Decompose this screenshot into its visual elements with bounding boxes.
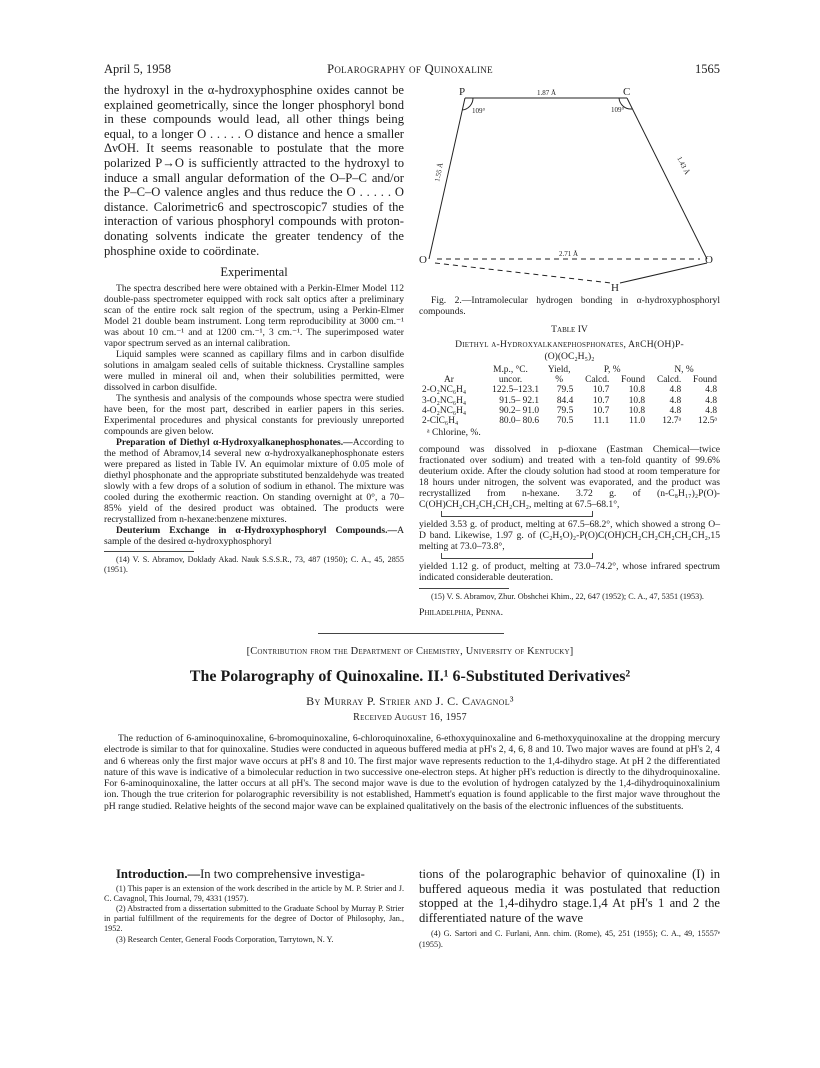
article-separator <box>318 633 504 634</box>
table-row <box>419 406 720 416</box>
exp-paragraph-4-body: According to the method of Abramov,14 several new α-hydroxyalkanephosphonate esters were prepared as listed in Table IV. An equimolar mixture of 0.05 mole of diethyl phosphonate and the appropriate substituted benzaldehyde was treated slowly with a few drops of a solution of sodium in ethanol. The mixture was cooled during the exothermic reaction. On standing overnight at 0°, a 70–85% yield of the desired product was obtained. The products were recrystallized from n-hexane:benzene mixtures. <box>104 437 404 526</box>
cell-mp: 91.5– 92.1 <box>499 395 540 406</box>
table-row <box>419 385 720 395</box>
th-n: N, % <box>674 365 694 375</box>
right-paragraph-1: compound was dissolved in p-dioxane (Eastman Chemical—twice fractionated over sodium) and treated with a ten-fold quantity of 99.6% deuterium oxide. After the cloudy solution had stood at room temperature for 18 hours under nitrogen, the solvent was evaporated, and the product was recrystallized from n-hexane. 3.72 g. of (n-C₈H₁₇)₂P(O)-C(OH)CH₂CH₂CH₂CH₂CH₂, melting at 67.5–68.1°, <box>419 444 720 511</box>
cell-p-found: 10.8 <box>628 395 646 406</box>
abstract: The reduction of 6-aminoquinoxaline, 6-bromoquinoxaline, 6-chloroquinoxaline, 6-ethoxyquinoxaline and 6-methoxyquinoxaline at the dropping mercury electrode is similar to that for quinoxaline. Studies were conducted in aqueous buffered media at pH's 2, 4, 6, 8 and 10. Two major waves are found at pH's 2, 4 and 6 whereas only the first major wave occurs at pH's 8 and 10. The first major wave represents reduction to the 1,4-dihydro stage. At pH 2 the differentiated nature of this wave is indicative of a bimolecular reduction in two successive one-electron steps. At higher pH's reduction is directly to the dihydroquinoxaline. For 6-aminoquinoxaline, the latter occurs at all pH's. The second major wave is due to the evolution of hydrogen catalyzed by the 1,4-dihydroquinoxalinium ion. Though the true criterion for polarographic reversibility is not established, Hammett's equation is found applicable to the first major wave throughout the pH range studied. Relative heights of the second major wave can be explained qualitatively on the basis of the electronic influences of the substituents. <box>104 733 720 812</box>
cell-n-found: 4.8 <box>705 395 717 406</box>
angle-right-label: 109° <box>611 106 625 114</box>
footnote-2: (2) Abstracted from a dissertation submitted to the Graduate School by Murray P. Strier in partial fulfillment of the requirements for the degree of Doctor of Philosophy, Jan., 1952. <box>104 904 404 934</box>
cell-n-calcd: 4.8 <box>669 395 682 406</box>
footnote-3: (3) Research Center, General Foods Corporation, Tarrytown, N. Y. <box>116 934 334 944</box>
th-p-calcd: Calcd. <box>585 375 610 386</box>
cell-yield: 79.5 <box>556 405 574 416</box>
footnote-rule <box>104 551 194 552</box>
bottom-left-column <box>104 867 404 945</box>
footnote-15: (15) V. S. Abramov, Zhur. Obshchei Khim., 22, 647 (1952); C. A., 47, 5351 (1953). <box>431 592 704 602</box>
received-date: Received August 16, 1957 <box>353 712 467 723</box>
atom-h: H <box>611 282 619 292</box>
cell-p-calcd: 10.7 <box>592 385 610 396</box>
th-n-calcd: Calcd. <box>656 375 682 386</box>
cell-ar: 2-ClC₆H₄ <box>422 416 459 427</box>
right-column <box>419 295 720 618</box>
th-p-found: Found <box>621 375 646 386</box>
table-iv-footnote: ᵃ Chlorine, %. <box>427 427 481 439</box>
running-title: Polarography of Quinoxaline <box>327 62 493 76</box>
atom-c: C <box>623 86 631 98</box>
contribution-line: [Contribution from the Department of Chemistry, University of Kentucky] <box>246 646 574 657</box>
exp-paragraph-5 <box>104 525 404 547</box>
cell-p-calcd: 10.7 <box>592 395 610 406</box>
introduction-start <box>104 867 404 882</box>
th-ar: Ar <box>444 375 454 386</box>
cell-n-found: 4.8 <box>705 405 717 416</box>
footnote-1: (1) This paper is an extension of the work described in the article by M. P. Strier and J. C. Cavagnol, This Journal, 79, 4331 (1957). <box>104 883 404 903</box>
cell-n-calcd: 4.8 <box>669 405 682 416</box>
intro-paragraph: the hydroxyl in the α-hydroxyphosphine oxides cannot be explained geometrically, since the longer phosphoryl bond in these compounds would lead, all other things being equal, to a longer O . . . . . O distance and hence a smaller ΔνOH. It seems reasonable to postulate that the more polarized P→O is sufficiently attracted to the hydroxyl to induce a small angular deformation of the O–P–C and/or the P–C–O valence angles and thus reduce the O . . . . . O distance. Calorimetric6 and spectroscopic7 studies of the interaction of various phosphoryl compounds with proton-donating solvents indicate the greater tendency of the phosphine oxide to coördinate. <box>104 83 404 258</box>
cell-mp: 90.2– 91.0 <box>499 405 540 416</box>
introduction-body: In two comprehensive investiga- <box>200 867 365 881</box>
table-row <box>419 396 720 406</box>
cell-p-found: 11.0 <box>629 416 646 427</box>
cell-p-calcd: 10.7 <box>592 405 610 416</box>
th-n-found: Found <box>693 375 717 386</box>
cell-mp: 80.0– 80.6 <box>499 416 540 427</box>
cell-yield: 84.4 <box>556 395 574 406</box>
experimental-heading: Experimental <box>220 265 288 280</box>
article-authors: By Murray P. Strier and J. C. Cavagnol³ <box>306 694 514 708</box>
exp-paragraph-5-heading: Deuterium Exchange in α-Hydroxyphosphoryl Compounds.— <box>116 525 398 537</box>
location: Philadelphia, Penna. <box>419 607 503 619</box>
th-p: P, % <box>603 365 621 375</box>
atom-o-right: O <box>705 254 713 266</box>
cell-yield: 70.5 <box>556 416 574 427</box>
cell-mp: 122.5–123.1 <box>492 385 540 396</box>
figure-caption: Fig. 2.—Intramolecular hydrogen bonding in α-hydroxyphosphoryl compounds. <box>419 295 720 317</box>
exp-paragraph-4 <box>104 437 404 525</box>
dist-oo-label: 2.71 Å <box>559 250 579 258</box>
footnote-14: (14) V. S. Abramov, Doklady Akad. Nauk S.S.S.R., 73, 487 (1950); C. A., 45, 2855 (1951). <box>104 555 404 575</box>
exp-paragraph-2: Liquid samples were scanned as capillary films and in carbon disulfide solutions in amalgam sealed cells of suitable thickness. Crystalline samples were mulled in mineral oil and, when their solubilities permitted, were dissolved in carbon disulfide. <box>104 349 404 394</box>
cell-p-calcd: 11.1 <box>593 416 610 427</box>
table-row <box>419 416 720 426</box>
cell-p-found: 10.8 <box>628 405 646 416</box>
bond-left-label: 1.55 Å <box>433 162 445 183</box>
bond-c-o <box>627 98 707 259</box>
figure-2 <box>415 82 720 292</box>
th-mp: M.p., °C. <box>493 365 528 375</box>
cell-ar: 2-O₂NC₆H₄ <box>422 385 467 396</box>
header-date: April 5, 1958 <box>104 62 172 76</box>
ring-bracket-2 <box>441 553 593 559</box>
cell-ar: 3-O₂NC₆H₄ <box>422 395 467 406</box>
exp-paragraph-3: The synthesis and analysis of the compounds whose spectra were studied have been, for the most part, described in earlier papers in this series. Experimental procedures and physical constants for previously unreported compounds are given below. <box>104 393 404 438</box>
cell-yield: 79.5 <box>556 385 574 396</box>
bond-right-label: 1.43 Å <box>675 155 692 176</box>
bond-top-label: 1.87 Å <box>537 89 557 97</box>
page-number: 1565 <box>695 62 720 76</box>
th-yield: Yield, <box>547 365 571 375</box>
exp-paragraph-5-body: A sample of the desired α-hydroxyphosphoryl <box>104 525 404 548</box>
footnote-4: (4) G. Sartori and C. Furlani, Ann. chim. (Rome), 45, 251 (1955); C. A., 49, 15557ᵉ (1955). <box>419 929 720 949</box>
table-iv-title-1: Diethyl α-Hydroxyalkanephosphonates, ArCH(OH)P- <box>455 339 684 350</box>
th-pct: % <box>555 375 564 386</box>
right-paragraph-3: yielded 1.12 g. of product, melting at 73.0–74.2°, whose infrared spectrum indicated considerable deuteration. <box>419 561 720 584</box>
exp-paragraph-4-heading: Preparation of Diethyl α-Hydroxyalkanephosphonates.— <box>116 437 353 449</box>
cell-n-calcd: 4.8 <box>669 385 682 396</box>
bottom-right-column <box>419 867 720 950</box>
hbond-o-h <box>435 263 611 283</box>
table-iv-title-2: (O)(OC₂H₅)₂ <box>544 351 595 362</box>
right-paragraph-2: yielded 3.53 g. of product, melting at 67.5–68.2°, which showed a strong O–D band. Likewise, 1.97 g. of (C₂H₅O)₂-P(O)C(OH)CH₂CH₂CH₂CH₂CH₂,15 melting at 73.0–73.8°, <box>419 519 720 553</box>
left-column <box>104 83 404 576</box>
introduction-heading: Introduction.— <box>116 867 201 881</box>
bond-o-h <box>620 263 707 283</box>
table-iv <box>419 365 720 426</box>
atom-o-left: O <box>419 254 427 266</box>
atom-p: P <box>459 86 466 98</box>
th-uncor: uncor. <box>498 375 523 386</box>
footnote-rule-right <box>419 588 509 589</box>
cell-ar: 4-O₂NC₆H₄ <box>422 405 467 416</box>
cell-n-calcd: 12.7ᵃ <box>662 416 682 427</box>
cell-n-found: 12.5ᵃ <box>698 416 717 427</box>
ring-bracket-1 <box>441 511 593 517</box>
article-title: The Polarography of Quinoxaline. II.¹ 6-Substituted Derivatives² <box>189 668 631 685</box>
exp-paragraph-1: The spectra described here were obtained with a Perkin-Elmer Model 112 double-pass spectrometer equipped with rock salt optics after a preliminary scan of the entire rock salt region of the spectrum, using a Perkin-Elmer Model 21 double beam instrument. Long term reproducibility at 3000 cm.⁻¹ was about 10 cm.⁻¹ and at 1200 cm.⁻¹, 3 cm.⁻¹. The superimposed water vapor spectrum served as an internal calibration. <box>104 283 404 350</box>
cell-p-found: 10.8 <box>628 385 646 396</box>
introduction-continued: tions of the polarographic behavior of quinoxaline (I) in buffered aqueous media it was postulated that reduction stopped at the 1,4-dihydro stage.1,4 At pH's 1 and 2 the differentiated nature of the wave <box>419 867 720 925</box>
hydrogen-bond-diagram <box>415 82 720 292</box>
cell-n-found: 4.8 <box>705 385 717 396</box>
table-iv-label: Table IV <box>551 324 588 335</box>
angle-left-label: 109° <box>472 107 486 115</box>
